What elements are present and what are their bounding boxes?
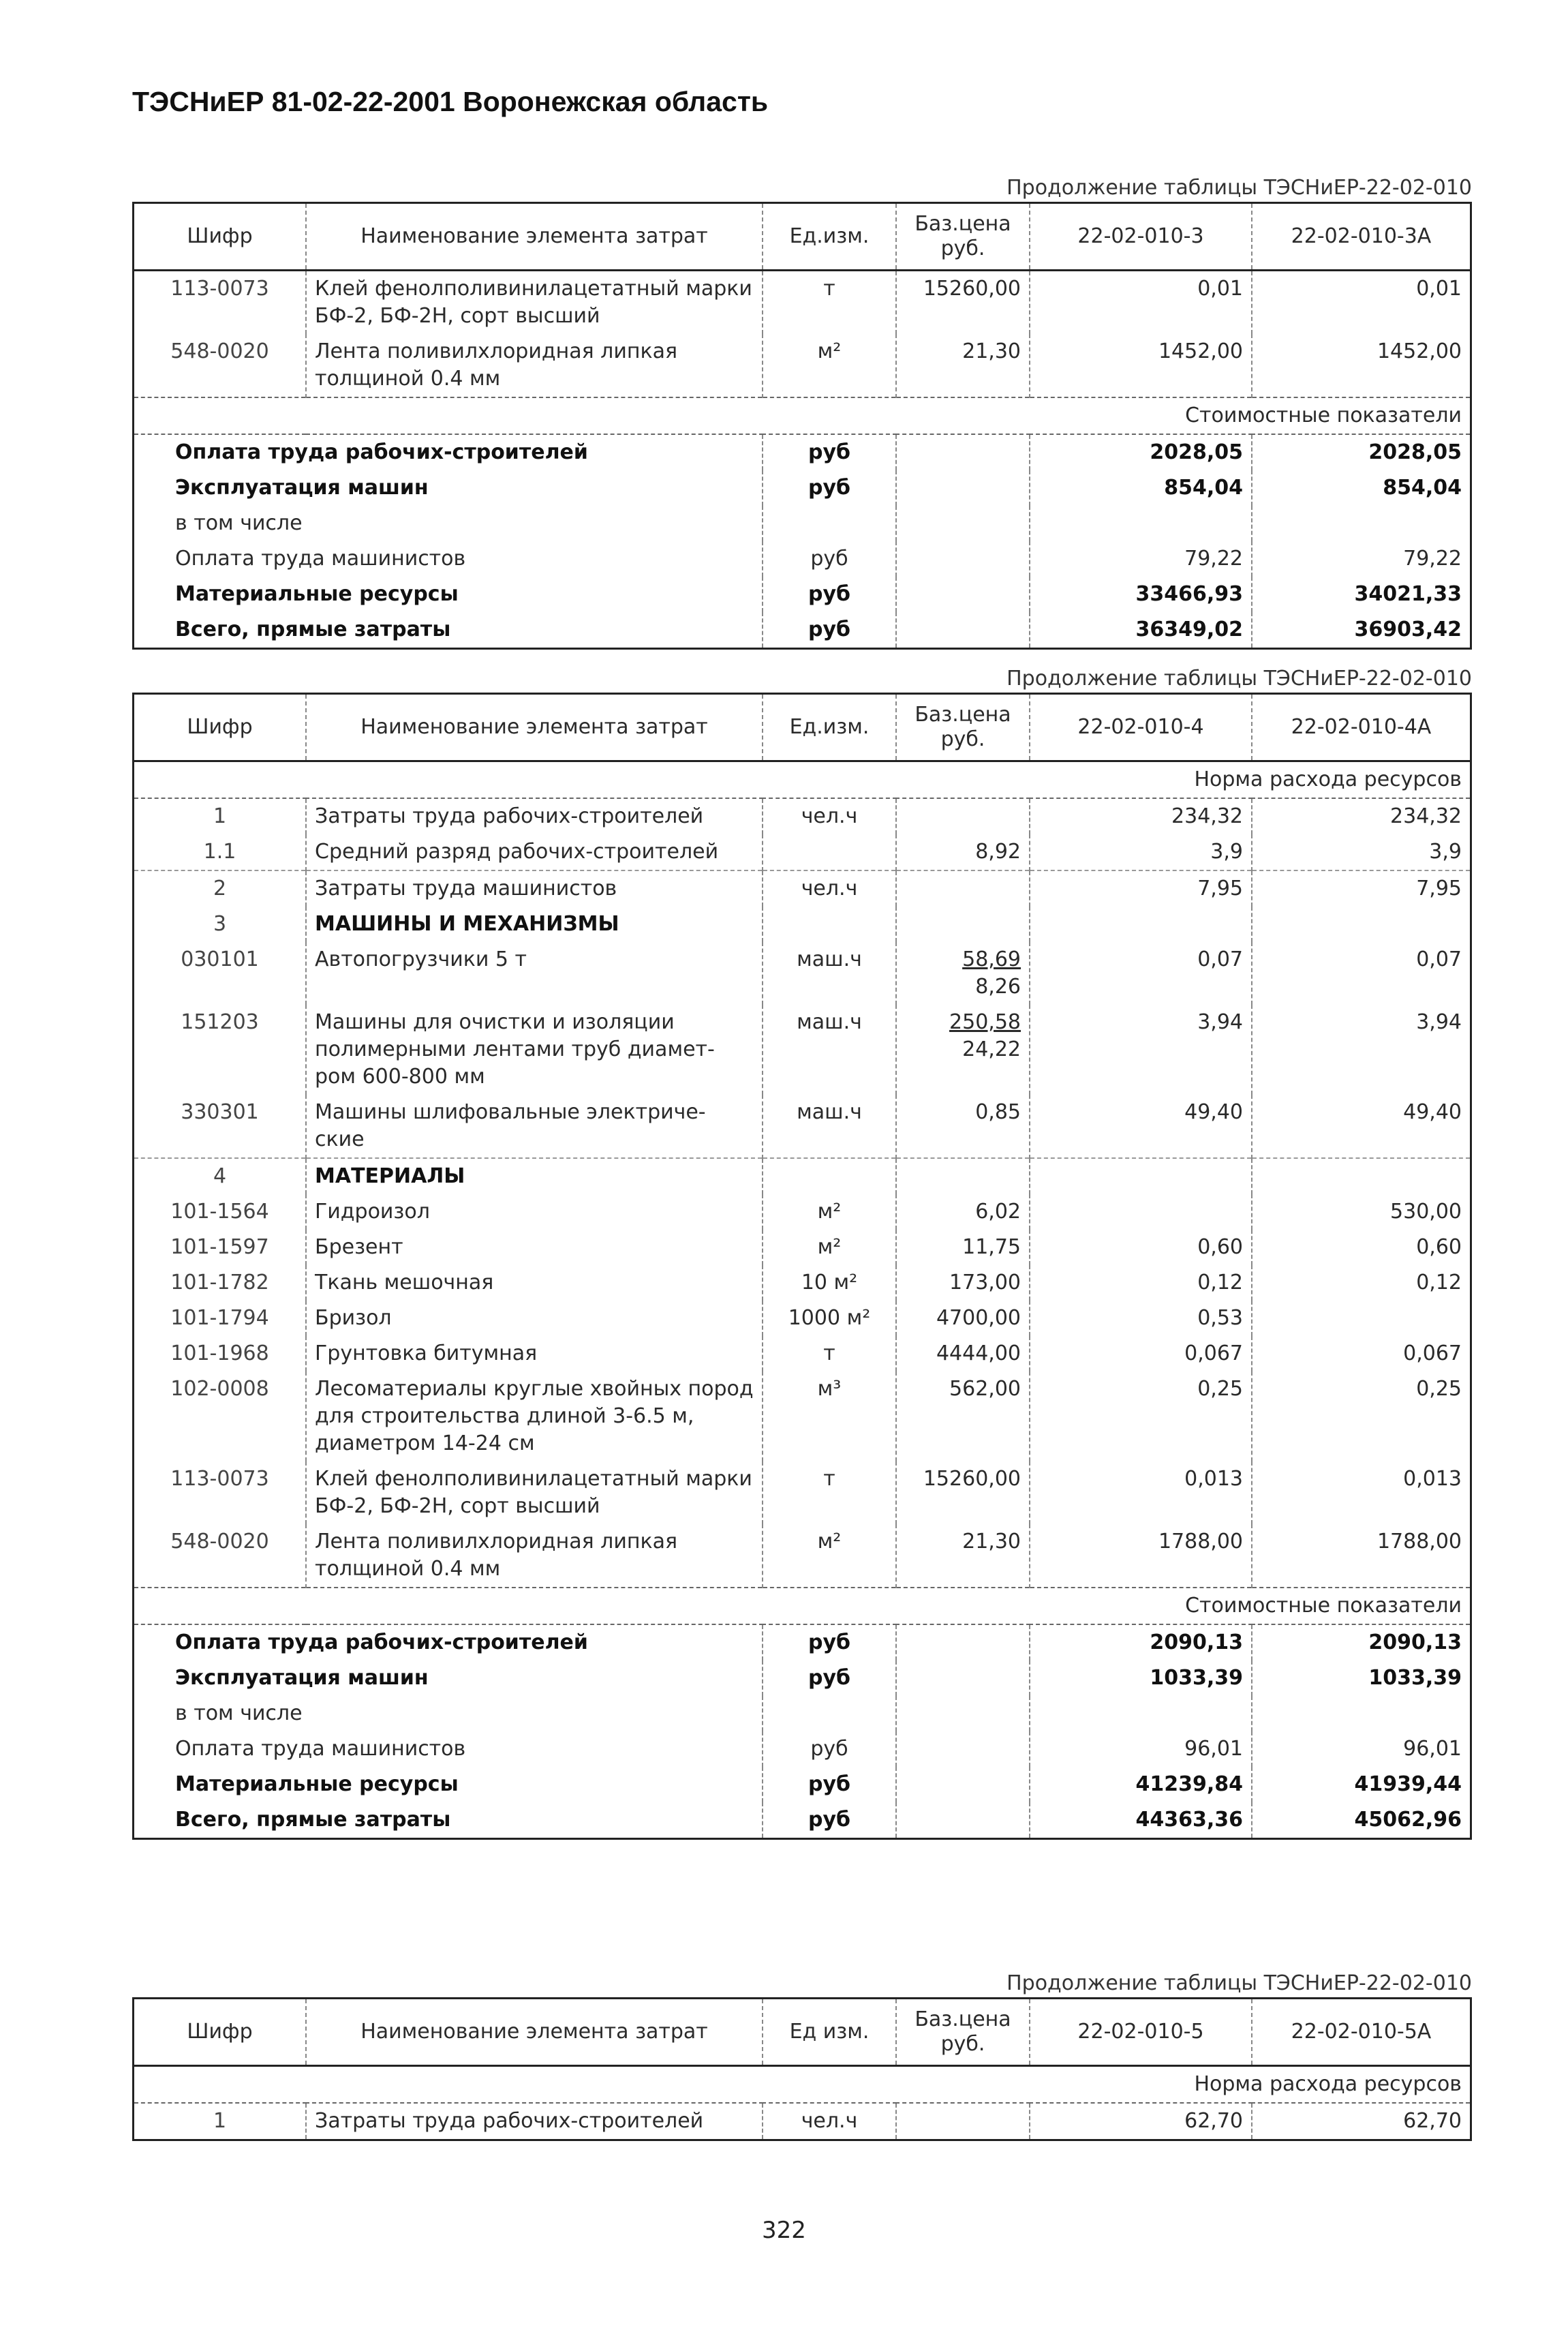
code-cell: 1.1	[134, 834, 306, 870]
resource-table-1	[132, 202, 1472, 650]
code-cell: 1	[134, 2103, 306, 2139]
cost-row	[134, 1802, 1470, 1838]
value-a-cell: 0,60	[1030, 1230, 1252, 1265]
price-cell	[896, 2103, 1030, 2139]
unit-cell: т	[763, 1336, 896, 1371]
cost-row	[134, 506, 1470, 541]
continuation-label-3: Продолжение таблицы ТЭСНиЕР-22-02-010	[1006, 1971, 1472, 1995]
continuation-label-1: Продолжение таблицы ТЭСНиЕР-22-02-010	[1006, 176, 1472, 200]
name-cell: Бризол	[306, 1301, 763, 1336]
cost-row	[134, 1767, 1470, 1802]
value-b-cell	[1252, 506, 1470, 541]
unit-cell	[763, 1696, 896, 1731]
value-b-cell: 234,32	[1390, 804, 1462, 828]
value-a-cell: 0,013	[1030, 1461, 1252, 1524]
col-a-header: 22-02-010-5	[1030, 1999, 1252, 2066]
value-a-cell: 44363,36	[1030, 1802, 1252, 1838]
price-cell	[896, 506, 1030, 541]
unit-cell: 10 м²	[763, 1265, 896, 1301]
value-b-cell: 45062,96	[1354, 1808, 1462, 1832]
code-cell: 3	[134, 907, 306, 942]
value-a-cell	[1030, 506, 1252, 541]
value-b-cell: 0,60	[1416, 1235, 1462, 1259]
value-b-cell: 0,013	[1403, 1467, 1462, 1491]
name-cell: Клей фенолполивинилацетатный марки БФ-2, БФ-2Н, сорт высший	[306, 271, 763, 335]
unit-cell: маш.ч	[763, 1095, 896, 1158]
group-label: Норма расхода ресурсов	[134, 2066, 1470, 2104]
unit-cell: руб	[763, 577, 896, 612]
name-cell: Гидроизол	[306, 1194, 763, 1230]
group-label: Стоимостные показатели	[134, 1588, 1470, 1624]
name-cell: Лесоматериалы круглые хвойных пород для строительства длиной 3-6.5 м, диаметром 14-24 см	[306, 1371, 763, 1461]
table-row	[134, 834, 1470, 870]
price-cell: 15260,00	[896, 271, 1030, 335]
name-cell: Клей фенолполивинилацетатный марки БФ-2, БФ-2Н, сорт высший	[306, 1461, 763, 1524]
price-cell: 15260,00	[896, 1461, 1030, 1524]
price-cell: 0,85	[896, 1095, 1030, 1158]
value-b-cell: 1788,00	[1377, 1530, 1462, 1553]
unit-cell: руб	[763, 434, 896, 470]
value-b-cell	[1252, 1158, 1470, 1194]
code-cell: 101-1968	[134, 1336, 306, 1371]
col-name-header: Наименование элемента затрат	[306, 1999, 763, 2066]
col-price-header: Баз.цена руб.	[896, 204, 1030, 271]
value-b-cell: 854,04	[1383, 476, 1462, 500]
name-cell: Лента поливилхлоридная липкая толщиной 0.4 мм	[306, 334, 763, 397]
cost-row	[134, 470, 1470, 506]
cost-name-cell: Оплата труда машинистов	[134, 541, 763, 577]
price-value: 250,58	[949, 1010, 1021, 1034]
cost-row	[134, 541, 1470, 577]
code-cell: 101-1782	[134, 1265, 306, 1301]
unit-cell	[763, 834, 896, 870]
name-cell: МАШИНЫ И МЕХАНИЗМЫ	[306, 907, 763, 942]
price-cell	[896, 434, 1030, 470]
value-a-cell: 49,40	[1030, 1095, 1252, 1158]
code-cell: 1	[134, 798, 306, 834]
unit-cell: руб	[763, 1802, 896, 1838]
value-a-cell	[1030, 1158, 1252, 1194]
col-name-header: Наименование элемента затрат	[306, 204, 763, 271]
value-a-cell: 2090,13	[1030, 1624, 1252, 1660]
name-cell: МАТЕРИАЛЫ	[306, 1158, 763, 1194]
value-a-cell: 3,9	[1030, 834, 1252, 870]
code-cell: 113-0073	[134, 271, 306, 335]
code-cell: 2	[134, 870, 306, 907]
col-a-header: 22-02-010-4	[1030, 695, 1252, 761]
price-cell	[896, 870, 1030, 907]
value-b-cell: 530,00	[1390, 1200, 1462, 1224]
unit-cell: м²	[763, 334, 896, 397]
cost-name-cell: Эксплуатация машин	[134, 470, 763, 506]
value-a-cell: 234,32	[1030, 798, 1252, 834]
value-b-cell: 3,9	[1429, 840, 1462, 864]
cost-row	[134, 434, 1470, 470]
code-cell: 101-1564	[134, 1194, 306, 1230]
value-a-cell: 7,95	[1030, 870, 1252, 907]
resource-norm-header	[134, 2066, 1470, 2104]
price-secondary-value: 24,22	[962, 1037, 1021, 1061]
value-a-cell: 0,53	[1030, 1301, 1252, 1336]
unit-cell: руб	[763, 541, 896, 577]
col-unit-header: Ед изм.	[763, 1999, 896, 2066]
table-row	[134, 1158, 1470, 1194]
value-b-cell: 2090,13	[1368, 1630, 1462, 1654]
value-a-cell: 0,067	[1030, 1336, 1252, 1371]
table-row	[134, 334, 1470, 397]
col-price-header: Баз.цена руб.	[896, 1999, 1030, 2066]
unit-cell: руб	[763, 1660, 896, 1696]
cost-row	[134, 612, 1470, 648]
resource-norm-header	[134, 761, 1470, 799]
value-b-cell: 62,70	[1403, 2109, 1462, 2133]
cost-name-cell: в том числе	[134, 1696, 763, 1731]
name-cell: Машины для очистки и изоляции полимерными лентами труб диамет-ром 600-800 мм	[306, 1005, 763, 1095]
value-b-cell: 41939,44	[1354, 1772, 1462, 1796]
cost-row	[134, 577, 1470, 612]
price-value: 58,69	[962, 947, 1021, 971]
cost-name-cell: Оплата труда рабочих-строителей	[134, 1624, 763, 1660]
code-cell: 4	[134, 1158, 306, 1194]
price-cell	[896, 1005, 1030, 1095]
cost-indicators-header	[134, 1588, 1470, 1624]
unit-cell: руб	[763, 1624, 896, 1660]
name-cell: Ткань мешочная	[306, 1265, 763, 1301]
value-a-cell: 79,22	[1030, 541, 1252, 577]
table-row	[134, 1371, 1470, 1461]
unit-cell: руб	[763, 612, 896, 648]
cost-name-cell: Эксплуатация машин	[134, 1660, 763, 1696]
col-unit-header: Ед.изм.	[763, 204, 896, 271]
price-cell	[896, 1158, 1030, 1194]
col-b-header: 22-02-010-4А	[1252, 695, 1470, 761]
table-row	[134, 1301, 1470, 1336]
price-cell	[896, 798, 1030, 834]
value-b-cell	[1252, 1696, 1470, 1731]
price-cell	[896, 1731, 1030, 1767]
value-b-cell: 1033,39	[1368, 1666, 1462, 1690]
price-cell	[896, 612, 1030, 648]
value-a-cell	[1030, 907, 1252, 942]
table-row	[134, 1265, 1470, 1301]
unit-cell	[763, 506, 896, 541]
code-cell: 030101	[134, 942, 306, 1005]
value-b-cell: 79,22	[1403, 547, 1462, 571]
unit-cell: чел.ч	[763, 2103, 896, 2139]
cost-name-cell: Оплата труда рабочих-строителей	[134, 434, 763, 470]
table-row	[134, 271, 1470, 335]
cost-row	[134, 1731, 1470, 1767]
value-a-cell: 1788,00	[1030, 1524, 1252, 1588]
table-header-row	[134, 695, 1470, 761]
cost-row	[134, 1624, 1470, 1660]
table-header-row	[134, 1999, 1470, 2066]
value-b-cell: 2028,05	[1368, 440, 1462, 464]
name-cell: Грунтовка битумная	[306, 1336, 763, 1371]
price-cell: 6,02	[896, 1194, 1030, 1230]
value-b-cell: 1452,00	[1377, 339, 1462, 363]
unit-cell: м²	[763, 1524, 896, 1588]
value-a-cell: 0,25	[1030, 1371, 1252, 1461]
value-b-cell: 7,95	[1252, 870, 1470, 907]
price-cell: 11,75	[896, 1230, 1030, 1265]
price-cell	[896, 1767, 1030, 1802]
value-b-cell: 0,25	[1416, 1377, 1462, 1401]
name-cell: Затраты труда машинистов	[306, 870, 763, 907]
cost-name-cell: Всего, прямые затраты	[134, 1802, 763, 1838]
value-b-cell: 0,01	[1416, 277, 1462, 301]
table-row	[134, 1194, 1470, 1230]
unit-cell: м³	[763, 1371, 896, 1461]
unit-cell: м²	[763, 1230, 896, 1265]
value-a-cell: 36349,02	[1030, 612, 1252, 648]
unit-cell	[763, 907, 896, 942]
table-row	[134, 1524, 1470, 1588]
unit-cell: 1000 м²	[763, 1301, 896, 1336]
col-code-header: Шифр	[134, 695, 306, 761]
price-cell	[896, 470, 1030, 506]
unit-cell: т	[763, 1461, 896, 1524]
value-a-cell: 1452,00	[1030, 334, 1252, 397]
col-unit-header: Ед.изм.	[763, 695, 896, 761]
price-cell	[896, 1802, 1030, 1838]
value-b-cell: 0,067	[1403, 1341, 1462, 1365]
price-cell	[896, 1696, 1030, 1731]
table-row	[134, 2103, 1470, 2139]
unit-cell: руб	[763, 1731, 896, 1767]
value-b-cell: 3,94	[1416, 1010, 1462, 1034]
price-secondary-value: 8,26	[975, 975, 1021, 999]
unit-cell: руб	[763, 470, 896, 506]
cost-name-cell: Всего, прямые затраты	[134, 612, 763, 648]
table-row	[134, 1095, 1470, 1158]
value-a-cell: 41239,84	[1030, 1767, 1252, 1802]
unit-cell: м²	[763, 1194, 896, 1230]
table-row	[134, 1005, 1470, 1095]
table-row	[134, 1461, 1470, 1524]
value-b-cell: 96,01	[1403, 1737, 1462, 1761]
cost-row	[134, 1696, 1470, 1731]
code-cell: 151203	[134, 1005, 306, 1095]
unit-cell: чел.ч	[763, 798, 896, 834]
price-cell	[896, 577, 1030, 612]
cost-name-cell: в том числе	[134, 506, 763, 541]
price-cell: 173,00	[896, 1265, 1030, 1301]
value-b-cell: 34021,33	[1354, 582, 1462, 606]
table-row	[134, 1336, 1470, 1371]
code-cell: 102-0008	[134, 1371, 306, 1461]
value-a-cell: 0,12	[1030, 1265, 1252, 1301]
price-cell: 21,30	[896, 334, 1030, 397]
value-b-cell: 0,12	[1416, 1271, 1462, 1294]
code-cell: 330301	[134, 1095, 306, 1158]
code-cell: 548-0020	[134, 1524, 306, 1588]
unit-cell: маш.ч	[763, 942, 896, 1005]
value-a-cell: 33466,93	[1030, 577, 1252, 612]
code-cell: 548-0020	[134, 334, 306, 397]
value-a-cell: 96,01	[1030, 1731, 1252, 1767]
value-a-cell: 0,07	[1030, 942, 1252, 1005]
name-cell: Затраты труда рабочих-строителей	[306, 798, 763, 834]
table-row	[134, 942, 1470, 1005]
price-cell: 4700,00	[896, 1301, 1030, 1336]
col-code-header: Шифр	[134, 204, 306, 271]
cost-name-cell: Материальные ресурсы	[134, 577, 763, 612]
price-cell	[896, 1624, 1030, 1660]
code-cell: 101-1597	[134, 1230, 306, 1265]
value-b-cell: 36903,42	[1354, 618, 1462, 641]
price-cell: 562,00	[896, 1371, 1030, 1461]
unit-cell	[763, 1158, 896, 1194]
unit-cell: чел.ч	[763, 870, 896, 907]
cost-name-cell: Оплата труда машинистов	[134, 1731, 763, 1767]
table-row	[134, 870, 1470, 907]
name-cell: Затраты труда рабочих-строителей	[306, 2103, 763, 2139]
name-cell: Средний разряд рабочих-строителей	[306, 834, 763, 870]
price-cell	[896, 942, 1030, 1005]
col-price-header: Баз.цена руб.	[896, 695, 1030, 761]
value-a-cell: 854,04	[1030, 470, 1252, 506]
value-b-cell	[1252, 907, 1470, 942]
table-header-row	[134, 204, 1470, 271]
name-cell: Лента поливилхлоридная липкая толщиной 0.4 мм	[306, 1524, 763, 1588]
unit-cell: т	[763, 271, 896, 335]
resource-table-2	[132, 693, 1472, 1840]
name-cell: Брезент	[306, 1230, 763, 1265]
price-cell	[896, 907, 1030, 942]
value-a-cell: 62,70	[1030, 2103, 1252, 2139]
price-cell	[896, 541, 1030, 577]
col-b-header: 22-02-010-3А	[1252, 204, 1470, 271]
col-code-header: Шифр	[134, 1999, 306, 2066]
unit-cell: маш.ч	[763, 1005, 896, 1095]
col-b-header: 22-02-010-5А	[1252, 1999, 1470, 2066]
resource-table-3	[132, 1997, 1472, 2141]
price-cell: 21,30	[896, 1524, 1030, 1588]
group-label: Норма расхода ресурсов	[134, 761, 1470, 799]
value-b-cell: 49,40	[1403, 1100, 1462, 1124]
code-cell: 101-1794	[134, 1301, 306, 1336]
value-b-cell	[1252, 1301, 1470, 1336]
table-row	[134, 798, 1470, 834]
price-cell: 4444,00	[896, 1336, 1030, 1371]
cost-indicators-header	[134, 397, 1470, 434]
name-cell: Автопогрузчики 5 т	[306, 942, 763, 1005]
name-cell: Машины шлифовальные электриче-ские	[306, 1095, 763, 1158]
value-a-cell	[1030, 1194, 1252, 1230]
col-a-header: 22-02-010-3	[1030, 204, 1252, 271]
value-a-cell: 3,94	[1030, 1005, 1252, 1095]
value-a-cell: 1033,39	[1030, 1660, 1252, 1696]
code-cell: 113-0073	[134, 1461, 306, 1524]
price-cell	[896, 1660, 1030, 1696]
unit-cell: руб	[763, 1767, 896, 1802]
value-a-cell	[1030, 1696, 1252, 1731]
table-row	[134, 1230, 1470, 1265]
price-cell: 8,92	[896, 834, 1030, 870]
group-label: Стоимостные показатели	[134, 397, 1470, 434]
value-a-cell: 2028,05	[1030, 434, 1252, 470]
cost-name-cell: Материальные ресурсы	[134, 1767, 763, 1802]
value-a-cell: 0,01	[1030, 271, 1252, 335]
value-b-cell: 0,07	[1416, 947, 1462, 971]
cost-row	[134, 1660, 1470, 1696]
page-title: ТЭСНиЕР 81-02-22-2001 Воронежская область	[132, 86, 769, 117]
col-name-header: Наименование элемента затрат	[306, 695, 763, 761]
table-row	[134, 907, 1470, 942]
page-number: 322	[762, 2217, 806, 2244]
continuation-label-2: Продолжение таблицы ТЭСНиЕР-22-02-010	[1006, 667, 1472, 691]
